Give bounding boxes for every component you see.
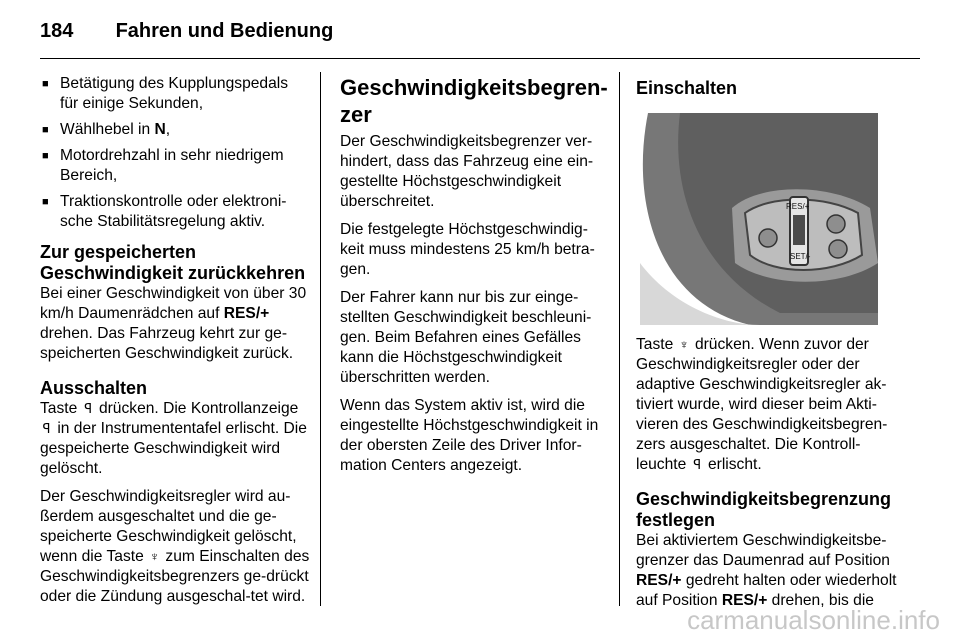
section-heading-off: Ausschalten — [40, 378, 148, 398]
watermark: carmanualsonline.info — [687, 605, 940, 635]
text: drehen. Das Fahrzeug kehrt zur ge-speicherten Geschwindigkeit zurück. — [40, 325, 294, 362]
speed-limiter-icon: ♆ — [679, 337, 689, 352]
condition-list — [40, 74, 310, 232]
res-label: RES/+ — [721, 592, 768, 609]
paragraph — [40, 284, 310, 364]
text: Bei einer Geschwindigkeit von über 30 km/h Daumenrädchen auf — [40, 285, 307, 322]
list-item — [40, 120, 310, 140]
res-label: RES/+ — [223, 305, 270, 322]
cruise-control-icon: ꟼ — [693, 457, 702, 472]
header-rule — [40, 58, 920, 59]
section-title-limiter: Geschwindigkeitsbegren-zer — [340, 75, 608, 127]
page-title: Fahren und Bedienung — [115, 20, 334, 42]
steering-wheel-illustration — [640, 113, 878, 325]
text: drücken. Wenn zuvor der Geschwindigkeitsregler oder der adaptive Geschwindigkeitsregler ak-tiviert wurde, wird dieser beim Akti-vieren des Geschwindigkeitsbegren-zers ausgeschaltet. Die Kontroll-leuchte — [636, 336, 888, 473]
photo-label-res: RES/+ — [786, 202, 810, 211]
paragraph — [40, 399, 310, 479]
text: drücken. Die Kontrollanzeige — [94, 400, 299, 417]
list-item: ■ Motordrehzahl in sehr niedrigem Bereich, — [40, 146, 310, 186]
paragraph: Wenn das System aktiv ist, wird die eingestellte Höchstgeschwindigkeit in der obersten Zeile des Driver Infor-mation Centers angezeigt. — [340, 397, 599, 474]
section-heading-on: Einschalten — [636, 78, 738, 98]
page-header — [40, 20, 333, 43]
steering-wheel-image — [640, 113, 878, 325]
column-divider-1 — [320, 72, 321, 606]
gear-n: N — [154, 121, 166, 138]
paragraph — [636, 531, 906, 611]
section-heading-set-limit: Geschwindigkeitsbegrenzung festlegen — [636, 489, 892, 530]
text: Der Geschwindigkeitsregler wird au-ßerdem ausgeschaltet und die ge-speicherte Geschwindigkeit gelöscht, wenn die Taste — [40, 488, 297, 565]
list-item: ■ Traktionskontrolle oder elektroni-sche Stabilitätsregelung aktiv. — [40, 192, 310, 232]
column-divider-2 — [619, 72, 620, 606]
paragraph — [636, 335, 906, 475]
paragraph: Die festgelegte Höchstgeschwindig-keit muss mindestens 25 km/h betra-gen. — [340, 221, 595, 278]
text: gedreht halten oder wiederholt auf Position — [636, 572, 897, 609]
text: zum Einschalten des Geschwindigkeitsbegrenzers ge-drückt oder die Zündung ausgeschal-tet wird. — [40, 548, 310, 605]
page-number: 184 — [40, 20, 74, 42]
column-middle — [340, 74, 606, 484]
section-heading-resume: Zur gespeicherten Geschwindigkeit zurückkehren — [40, 242, 306, 283]
text: drehen, bis die — [767, 592, 874, 609]
photo-label-set: SET/- — [790, 252, 811, 261]
cruise-control-icon: ꟼ — [84, 401, 93, 416]
text: erlischt. — [703, 456, 762, 473]
paragraph — [40, 487, 310, 607]
text: Taste — [636, 336, 678, 353]
list-item-text: Wählhebel in — [60, 121, 155, 138]
text: in der Instrumententafel erlischt. Die gespeicherte Geschwindigkeit wird gelöscht. — [40, 420, 307, 477]
res-label: RES/+ — [636, 572, 682, 589]
column-right — [636, 74, 906, 619]
column-left — [40, 74, 310, 615]
list-item-tail: , — [165, 121, 171, 138]
cruise-control-icon: ꟼ — [42, 421, 51, 436]
text: Taste — [40, 400, 82, 417]
list-item: ■ Betätigung des Kupplungspedals für einige Sekunden, — [40, 74, 310, 114]
speed-limiter-icon: ♆ — [149, 549, 160, 564]
paragraph: Der Geschwindigkeitsbegrenzer ver-hindert, dass das Fahrzeug eine ein-gestellte Höchstgeschwindigkeit überschreitet. — [340, 133, 594, 210]
paragraph: Der Fahrer kann nur bis zur einge-stellten Geschwindigkeit beschleuni-gen. Beim Befahren eines Gefälles kann die Höchstgeschwindigkeit überschritten werden. — [340, 289, 592, 386]
text: Bei aktiviertem Geschwindigkeitsbe-grenzer das Daumenrad auf Position — [636, 532, 890, 569]
